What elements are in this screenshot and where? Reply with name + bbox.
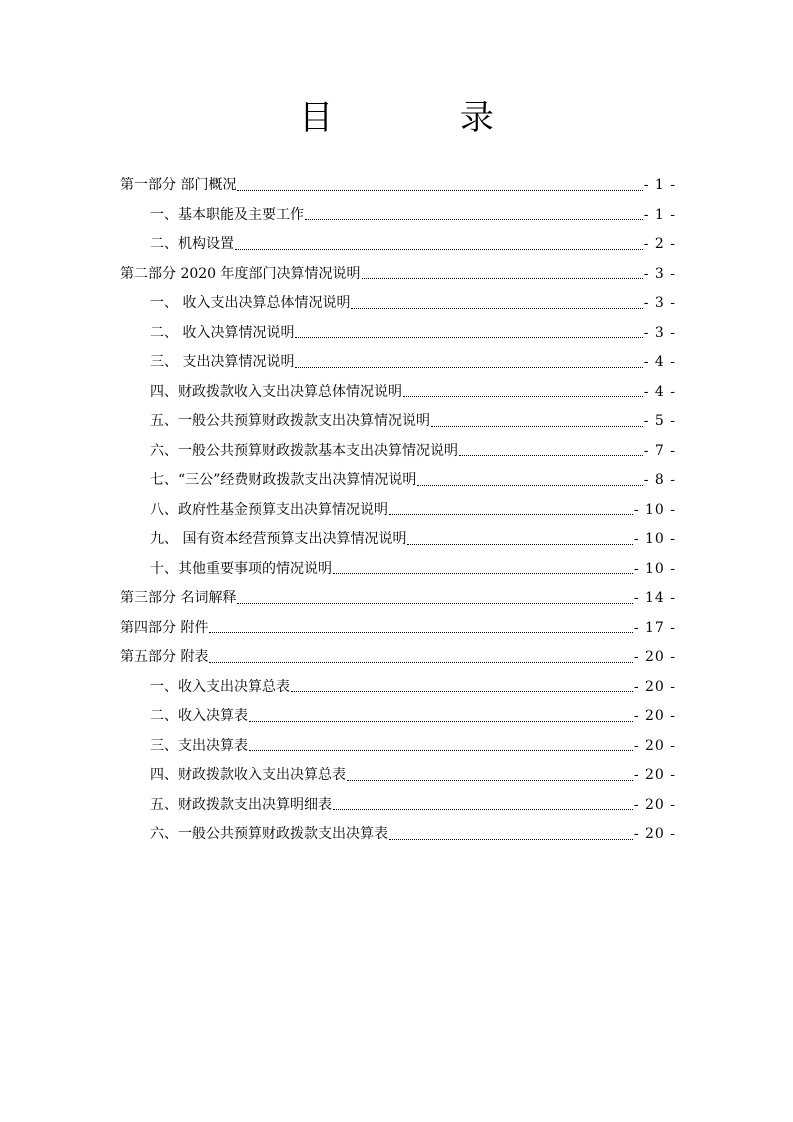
- toc-dot-leader: [351, 307, 642, 309]
- toc-part-entry[interactable]: [120, 614, 676, 644]
- toc-page-number: - 4 -: [643, 354, 676, 370]
- toc-page-number: - 20 -: [633, 767, 676, 783]
- toc-section-entry[interactable]: [120, 437, 676, 467]
- toc-section-entry[interactable]: [120, 319, 676, 349]
- toc-page-number: - 10 -: [633, 501, 676, 518]
- toc-page-number: - 1 -: [643, 206, 676, 223]
- toc-entry-label: 十、其他重要事项的情况说明: [150, 560, 332, 577]
- toc-section-entry[interactable]: [120, 791, 676, 821]
- toc-part-entry[interactable]: [120, 584, 676, 614]
- toc-dot-leader: [407, 543, 632, 545]
- toc-dot-leader: [235, 248, 643, 250]
- toc-dot-leader: [362, 277, 643, 279]
- toc-entry-label: 一、收入支出决算总表: [150, 678, 290, 695]
- toc-entry-label: 第二部分 2020 年度部门决算情况说明: [120, 265, 361, 282]
- toc-part-entry[interactable]: [120, 643, 676, 673]
- toc-section-entry[interactable]: [120, 230, 676, 260]
- toc-section-entry[interactable]: [120, 348, 676, 378]
- toc-entry-label: 八、政府性基金预算支出决算情况说明: [150, 501, 388, 518]
- toc-section-entry[interactable]: [120, 732, 676, 762]
- toc-entry-label: 五、一般公共预算财政拨款支出决算情况说明: [150, 413, 430, 429]
- toc-section-entry[interactable]: [120, 525, 676, 555]
- toc-entry-label: 六、一般公共预算财政拨款支出决算表: [150, 826, 388, 842]
- toc-section-entry[interactable]: [120, 466, 676, 496]
- toc-dot-leader: [209, 631, 632, 633]
- toc-dot-leader: [249, 720, 633, 722]
- toc-dot-leader: [333, 808, 633, 810]
- toc-entry-label: 二、收入决算表: [150, 708, 248, 724]
- toc-dot-leader: [295, 336, 642, 338]
- toc-entry-label: 二、 收入决算情况说明: [150, 324, 295, 341]
- toc-section-entry[interactable]: [120, 555, 676, 585]
- toc-page-number: - 20 -: [633, 678, 676, 695]
- toc-entry-label: 四、财政拨款收入支出决算总表: [150, 767, 346, 783]
- toc-entry-label: 九、 国有资本经营预算支出决算情况说明: [150, 531, 407, 547]
- toc-dot-leader: [333, 572, 633, 574]
- toc-entry-label: 一、 收入支出决算总体情况说明: [150, 295, 351, 311]
- toc-section-entry[interactable]: [120, 496, 676, 526]
- toc-page-number: - 10 -: [633, 560, 676, 577]
- toc-section-entry[interactable]: [120, 820, 676, 850]
- toc-section-entry[interactable]: [120, 673, 676, 703]
- toc-dot-leader: [295, 366, 642, 368]
- toc-page-number: - 2 -: [643, 236, 676, 252]
- toc-dot-leader: [305, 218, 643, 220]
- toc-entry-label: 六、一般公共预算财政拨款基本支出决算情况说明: [150, 442, 458, 459]
- toc-section-entry[interactable]: [120, 289, 676, 319]
- toc-dot-leader: [459, 454, 643, 456]
- toc-dot-leader: [209, 661, 632, 663]
- toc-page-number: - 20 -: [633, 737, 676, 754]
- toc-page-number: - 3 -: [643, 265, 676, 282]
- toc-page-number: - 7 -: [643, 442, 676, 459]
- toc-part-entry[interactable]: [120, 171, 676, 201]
- toc-part-entry[interactable]: [120, 260, 676, 290]
- toc-page-number: - 14 -: [633, 590, 676, 606]
- toc-entry-label: 四、财政拨款收入支出决算总体情况说明: [150, 383, 402, 400]
- toc-dot-leader: [291, 690, 633, 692]
- toc-page-number: - 3 -: [643, 324, 676, 341]
- toc-page-number: - 10 -: [633, 531, 676, 547]
- page-title: 目 录: [299, 98, 552, 138]
- toc-page-number: - 20 -: [633, 708, 676, 724]
- toc-section-entry[interactable]: [120, 201, 676, 231]
- toc-page-number: - 3 -: [643, 295, 676, 311]
- toc-section-entry[interactable]: [120, 407, 676, 437]
- toc-dot-leader: [249, 749, 633, 751]
- toc-dot-leader: [431, 425, 643, 427]
- toc-dot-leader: [347, 779, 633, 781]
- toc-entry-label: 二、机构设置: [150, 236, 234, 252]
- toc-page-number: - 20 -: [633, 796, 676, 813]
- toc-entry-label: 第五部分 附表: [120, 649, 209, 665]
- toc-dot-leader: [417, 484, 642, 486]
- toc-entry-label: 三、 支出决算情况说明: [150, 354, 295, 370]
- toc-dot-leader: [403, 395, 643, 397]
- toc-entry-label: 三、支出决算表: [150, 737, 248, 754]
- toc-entry-label: 五、财政拨款支出决算明细表: [150, 796, 332, 813]
- toc-page-number: - 5 -: [643, 413, 676, 429]
- toc-entry-label: 第一部分 部门概况: [120, 177, 237, 193]
- toc-section-entry[interactable]: [120, 761, 676, 791]
- toc-page-number: - 20 -: [633, 649, 676, 665]
- toc-page-number: - 4 -: [643, 383, 676, 400]
- toc-section-entry[interactable]: [120, 378, 676, 408]
- toc-entry-label: 七、“三公”经费财政拨款支出决算情况说明: [150, 472, 417, 488]
- toc-dot-leader: [389, 513, 633, 515]
- toc-dot-leader: [237, 189, 642, 191]
- toc-section-entry[interactable]: [120, 702, 676, 732]
- toc-entry-label: 一、基本职能及主要工作: [150, 206, 304, 223]
- toc-entry-label: 第三部分 名词解释: [120, 590, 237, 606]
- toc-page-number: - 20 -: [633, 826, 676, 842]
- toc-page-number: - 8 -: [643, 472, 676, 488]
- toc-dot-leader: [389, 838, 633, 840]
- toc-page-number: - 17 -: [633, 619, 676, 636]
- toc-entry-label: 第四部分 附件: [120, 619, 209, 636]
- toc-page-number: - 1 -: [643, 177, 676, 193]
- table-of-contents: [120, 171, 676, 850]
- toc-dot-leader: [237, 602, 632, 604]
